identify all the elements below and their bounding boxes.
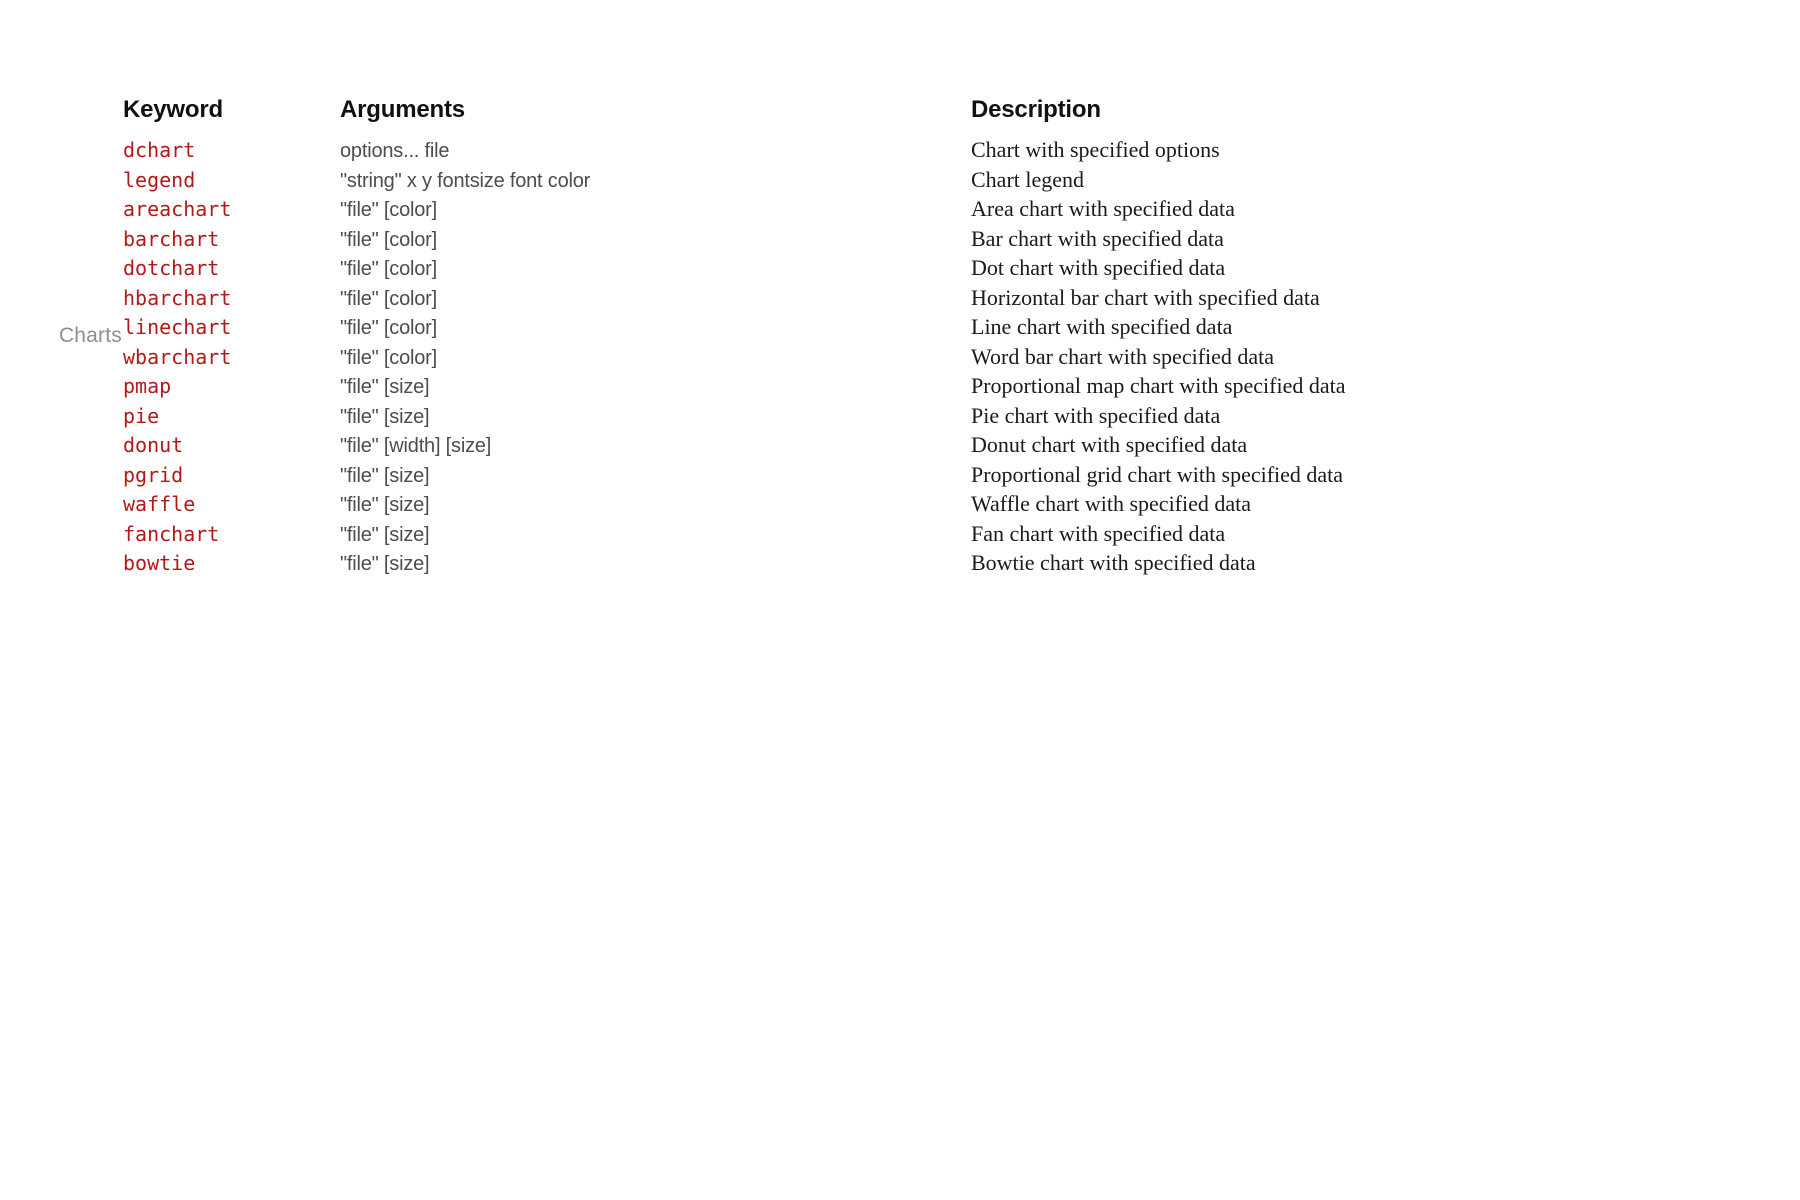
keyword-dchart: dchart — [123, 138, 196, 162]
column-header-arguments: Arguments — [340, 96, 465, 123]
table-row — [123, 255, 1431, 285]
section-label-charts: Charts — [58, 324, 122, 347]
keyword-pgrid: pgrid — [123, 462, 184, 487]
arguments-value: "file" [size] — [340, 376, 430, 398]
table-row — [123, 285, 1431, 315]
arguments-value: "file" [size] — [340, 405, 430, 428]
column-header-description: Description — [971, 96, 1101, 123]
keyword-barchart: barchart — [123, 226, 220, 251]
arguments-value: "file" [color] — [340, 317, 437, 339]
table-row — [123, 137, 1431, 167]
arguments-value: "file" [size] — [340, 464, 430, 487]
description-value: Bowtie chart with specified data — [971, 550, 1256, 575]
description-value: Chart with specified options — [971, 137, 1220, 162]
keyword-donut: donut — [123, 433, 184, 457]
keyword-waffle: waffle — [123, 492, 196, 516]
table-row — [123, 373, 1431, 403]
arguments-value: "file" [color] — [340, 199, 437, 221]
table-row — [123, 167, 1431, 197]
description-value: Dot chart with specified data — [971, 255, 1226, 280]
arguments-value: "file" [size] — [340, 494, 430, 516]
keyword-wbarchart: wbarchart — [123, 344, 232, 369]
keyword-reference-table — [123, 97, 1431, 580]
table-row — [123, 550, 1431, 580]
description-value: Area chart with specified data — [971, 196, 1235, 221]
keyword-pmap: pmap — [123, 374, 172, 398]
arguments-value: "file" [color] — [340, 258, 437, 280]
table-row — [123, 314, 1431, 344]
keyword-fanchart: fanchart — [123, 521, 220, 546]
arguments-value: "file" [size] — [340, 553, 430, 575]
table-row — [123, 491, 1431, 521]
arguments-value: "file" [color] — [340, 287, 437, 310]
description-value: Fan chart with specified data — [971, 520, 1226, 546]
description-value: Waffle chart with specified data — [971, 491, 1252, 516]
table-row — [123, 462, 1431, 492]
keyword-hbarchart: hbarchart — [123, 285, 232, 310]
table-row — [123, 521, 1431, 551]
description-value: Bar chart with specified data — [971, 225, 1224, 251]
description-value: Word bar chart with specified data — [971, 343, 1275, 369]
arguments-value: "file" [color] — [340, 346, 437, 369]
keyword-linechart: linechart — [123, 315, 232, 339]
description-value: Horizontal bar chart with specified data — [971, 284, 1320, 310]
description-value: Proportional map chart with specified data — [971, 373, 1346, 398]
arguments-value: "file" [color] — [340, 228, 437, 251]
keyword-dotchart: dotchart — [123, 256, 220, 280]
table-row — [123, 403, 1431, 433]
table-header-row — [123, 97, 1431, 123]
description-value: Donut chart with specified data — [971, 432, 1248, 457]
keyword-bowtie: bowtie — [123, 551, 196, 575]
table-row — [123, 344, 1431, 374]
description-value: Pie chart with specified data — [971, 402, 1221, 428]
description-value: Chart legend — [971, 166, 1085, 192]
arguments-value: "string" x y fontsize font color — [340, 169, 591, 192]
arguments-value: options... file — [340, 140, 450, 162]
description-value: Line chart with specified data — [971, 314, 1233, 339]
column-header-keyword: Keyword — [123, 96, 223, 123]
description-value: Proportional grid chart with specified data — [971, 461, 1344, 487]
keyword-legend: legend — [123, 167, 196, 192]
table-row — [123, 226, 1431, 256]
keyword-areachart: areachart — [123, 197, 232, 221]
arguments-value: "file" [size] — [340, 523, 430, 546]
table-row — [123, 196, 1431, 226]
keyword-pie: pie — [123, 403, 160, 428]
arguments-value: "file" [width] [size] — [340, 435, 492, 457]
table-row — [123, 432, 1431, 462]
